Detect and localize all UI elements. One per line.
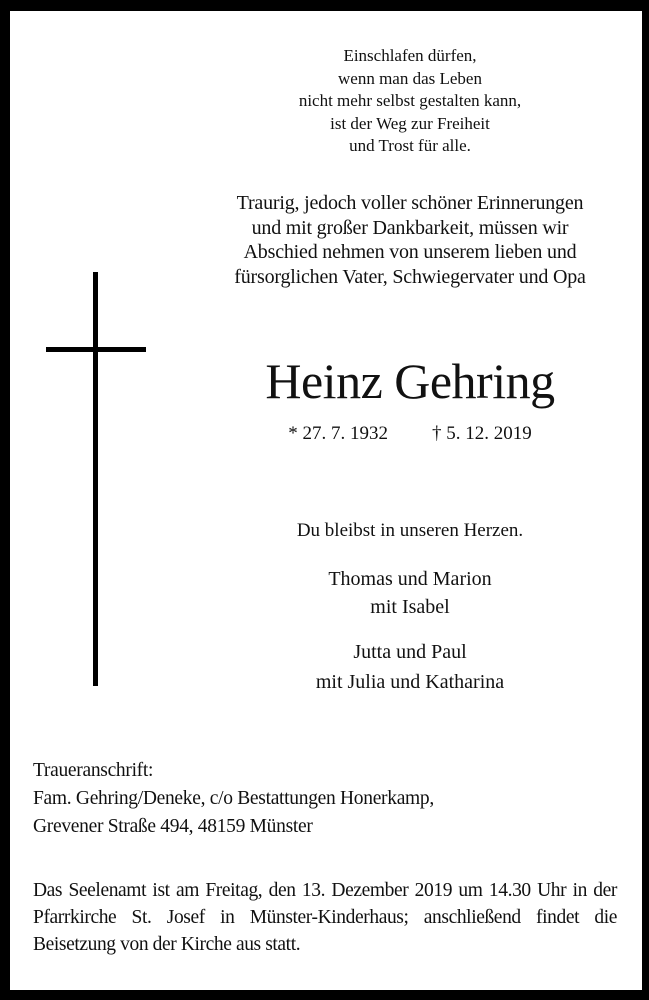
mourning-address: [33, 757, 434, 841]
obituary-notice: [10, 11, 642, 990]
family-line: Thomas und Marion: [328, 568, 492, 590]
death-date: † 5. 12. 2019: [432, 423, 532, 444]
poem-line: nicht mehr selbst gestalten kann,: [298, 91, 522, 110]
family-line: mit Isabel: [370, 596, 450, 618]
deceased-name: Heinz Gehring: [265, 353, 555, 409]
poem-line: Einschlafen dürfen,: [343, 46, 477, 65]
family-group: [170, 565, 649, 621]
poem-line: ist der Weg zur Freiheit: [330, 113, 490, 133]
intro-line: Abschied nehmen von unserem lieben und: [243, 241, 577, 263]
service-info: Das Seelenamt ist am Freitag, den 13. Dezember 2019 um 14.30 Uhr in der Pfarrkirche St. Josef in Münster-Kinderhaus; anschließend findet die Beisetzung von der Kirche aus statt.: [33, 880, 617, 955]
life-dates: [170, 421, 649, 447]
cross-icon: [93, 272, 98, 686]
family-line: mit Julia und Katharina: [315, 671, 505, 693]
farewell-line: Du bleibst in unseren Herzen.: [296, 520, 524, 541]
address-line: Fam. Gehring/Deneke, c/o Bestattungen Honerkamp,: [33, 788, 434, 809]
poem: [170, 45, 649, 158]
family-line: Jutta und Paul: [353, 641, 467, 663]
poem-line: wenn man das Leben: [338, 68, 482, 88]
poem-line: und Trost für alle.: [349, 136, 471, 155]
birth-date: * 27. 7. 1932: [288, 423, 388, 444]
intro-line: und mit großer Dankbarkeit, müssen wir: [251, 216, 569, 239]
intro-text: [170, 191, 649, 289]
intro-line: Traurig, jedoch voller schöner Erinnerungen: [236, 192, 584, 214]
intro-line: fürsorglichen Vater, Schwiegervater und Opa: [234, 265, 586, 288]
address-line: Grevener Straße 494, 48159 Münster: [33, 816, 313, 837]
cross-icon-bar: [46, 347, 146, 352]
address-line: Traueranschrift:: [33, 760, 154, 781]
family-group: [170, 637, 649, 697]
